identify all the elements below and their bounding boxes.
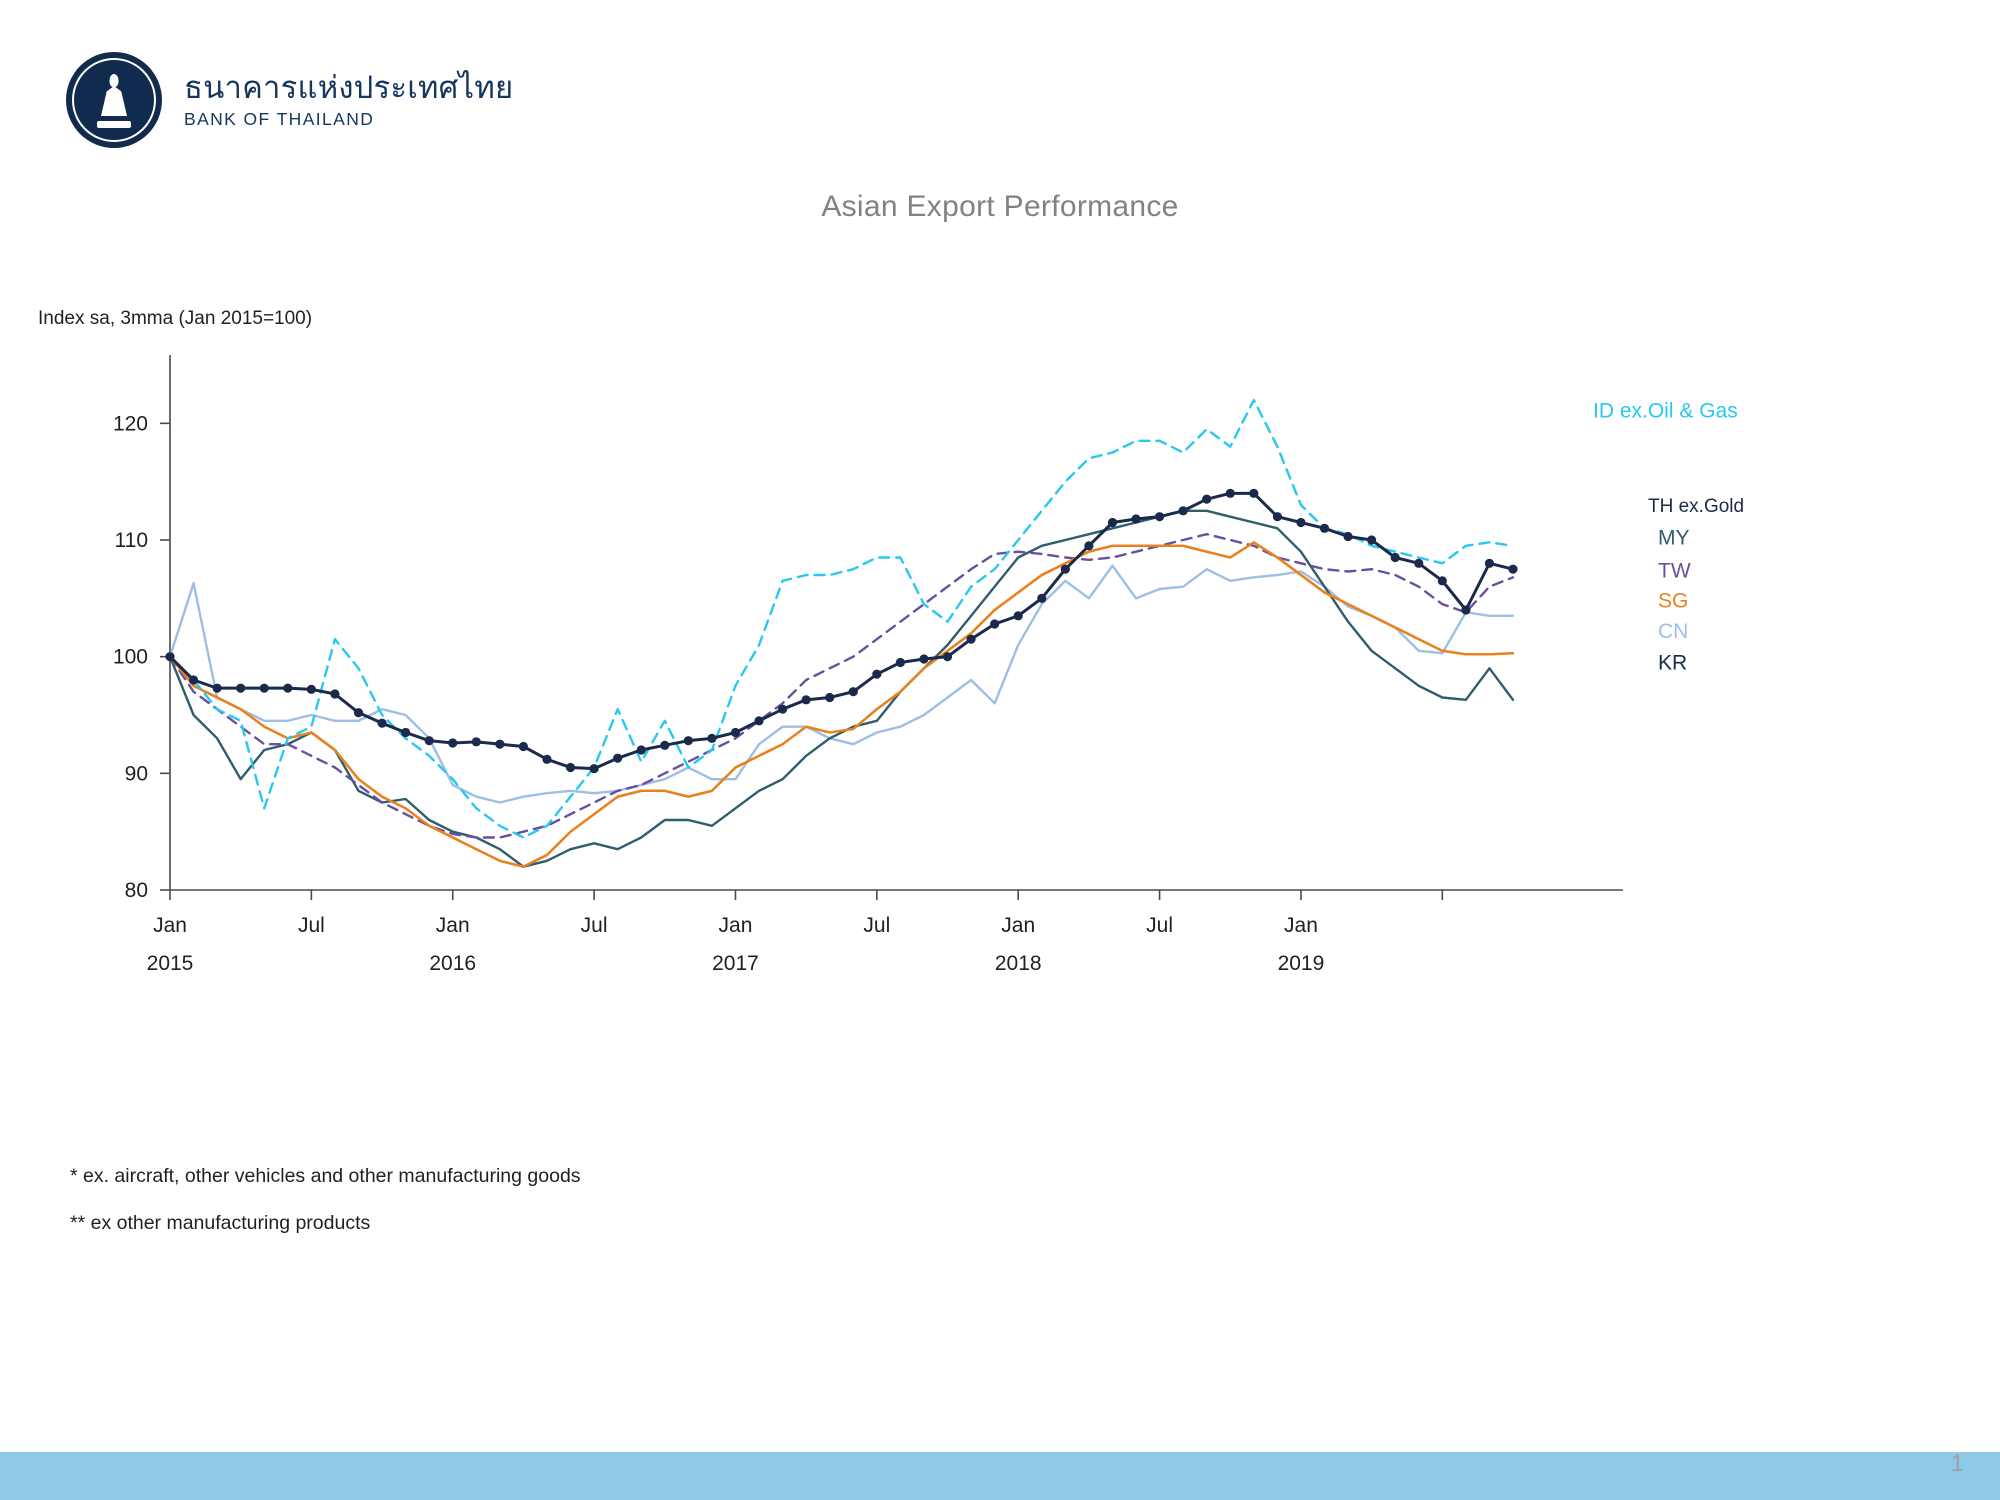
chart-canvas: [38, 355, 1918, 1075]
footer-bar: [0, 1452, 2000, 1500]
svg-text:MY: MY: [1658, 526, 1690, 550]
svg-text:Jul: Jul: [863, 914, 891, 937]
svg-text:SG: SG: [1658, 589, 1689, 613]
svg-text:2015: 2015: [146, 952, 194, 975]
brand-text: [184, 70, 513, 131]
chart-axes: [113, 355, 1623, 975]
svg-text:2018: 2018: [994, 952, 1042, 975]
line-chart: [38, 355, 1918, 1075]
page-title: Asian Export Performance: [821, 190, 1179, 223]
svg-text:100: 100: [112, 645, 148, 669]
svg-text:Jan: Jan: [718, 914, 753, 937]
svg-text:CN: CN: [1658, 620, 1689, 643]
page-number: 1: [1950, 1450, 1964, 1477]
svg-text:80: 80: [124, 879, 148, 902]
chart-series: [165, 400, 1517, 867]
brand-name-thai: ธนาคารแห่งประเทศไทย: [184, 69, 514, 105]
brand-logo-block: [66, 52, 513, 148]
svg-text:KR: KR: [1658, 651, 1688, 675]
svg-text:Jan: Jan: [1284, 914, 1318, 937]
svg-text:2019: 2019: [1277, 952, 1325, 975]
svg-text:ID ex.Oil & Gas: ID ex.Oil & Gas: [1593, 399, 1738, 423]
brand-name-english: BANK OF THAILAND: [184, 109, 375, 130]
svg-text:Jan: Jan: [1001, 914, 1036, 937]
footnote-two: ** ex other manufacturing products: [70, 1212, 371, 1234]
svg-text:120: 120: [112, 412, 148, 436]
svg-text:TH ex.Gold: TH ex.Gold: [1648, 496, 1745, 517]
svg-text:2016: 2016: [429, 952, 477, 975]
y-axis-unit-label: Index sa, 3mma (Jan 2015=100): [38, 308, 313, 329]
svg-text:Jan: Jan: [153, 914, 187, 937]
svg-text:2017: 2017: [712, 952, 759, 975]
svg-text:90: 90: [124, 762, 148, 786]
svg-text:TW: TW: [1658, 559, 1691, 583]
footnote-one: * ex. aircraft, other vehicles and other manufacturing goods: [70, 1165, 581, 1187]
svg-text:110: 110: [114, 529, 148, 552]
chart-inline-labels: [1593, 400, 1744, 675]
svg-text:Jul: Jul: [297, 914, 325, 937]
bot-seal-icon: [66, 52, 162, 148]
svg-text:Jul: Jul: [580, 914, 608, 937]
svg-text:Jan: Jan: [435, 914, 470, 937]
svg-text:Jul: Jul: [1146, 914, 1174, 937]
